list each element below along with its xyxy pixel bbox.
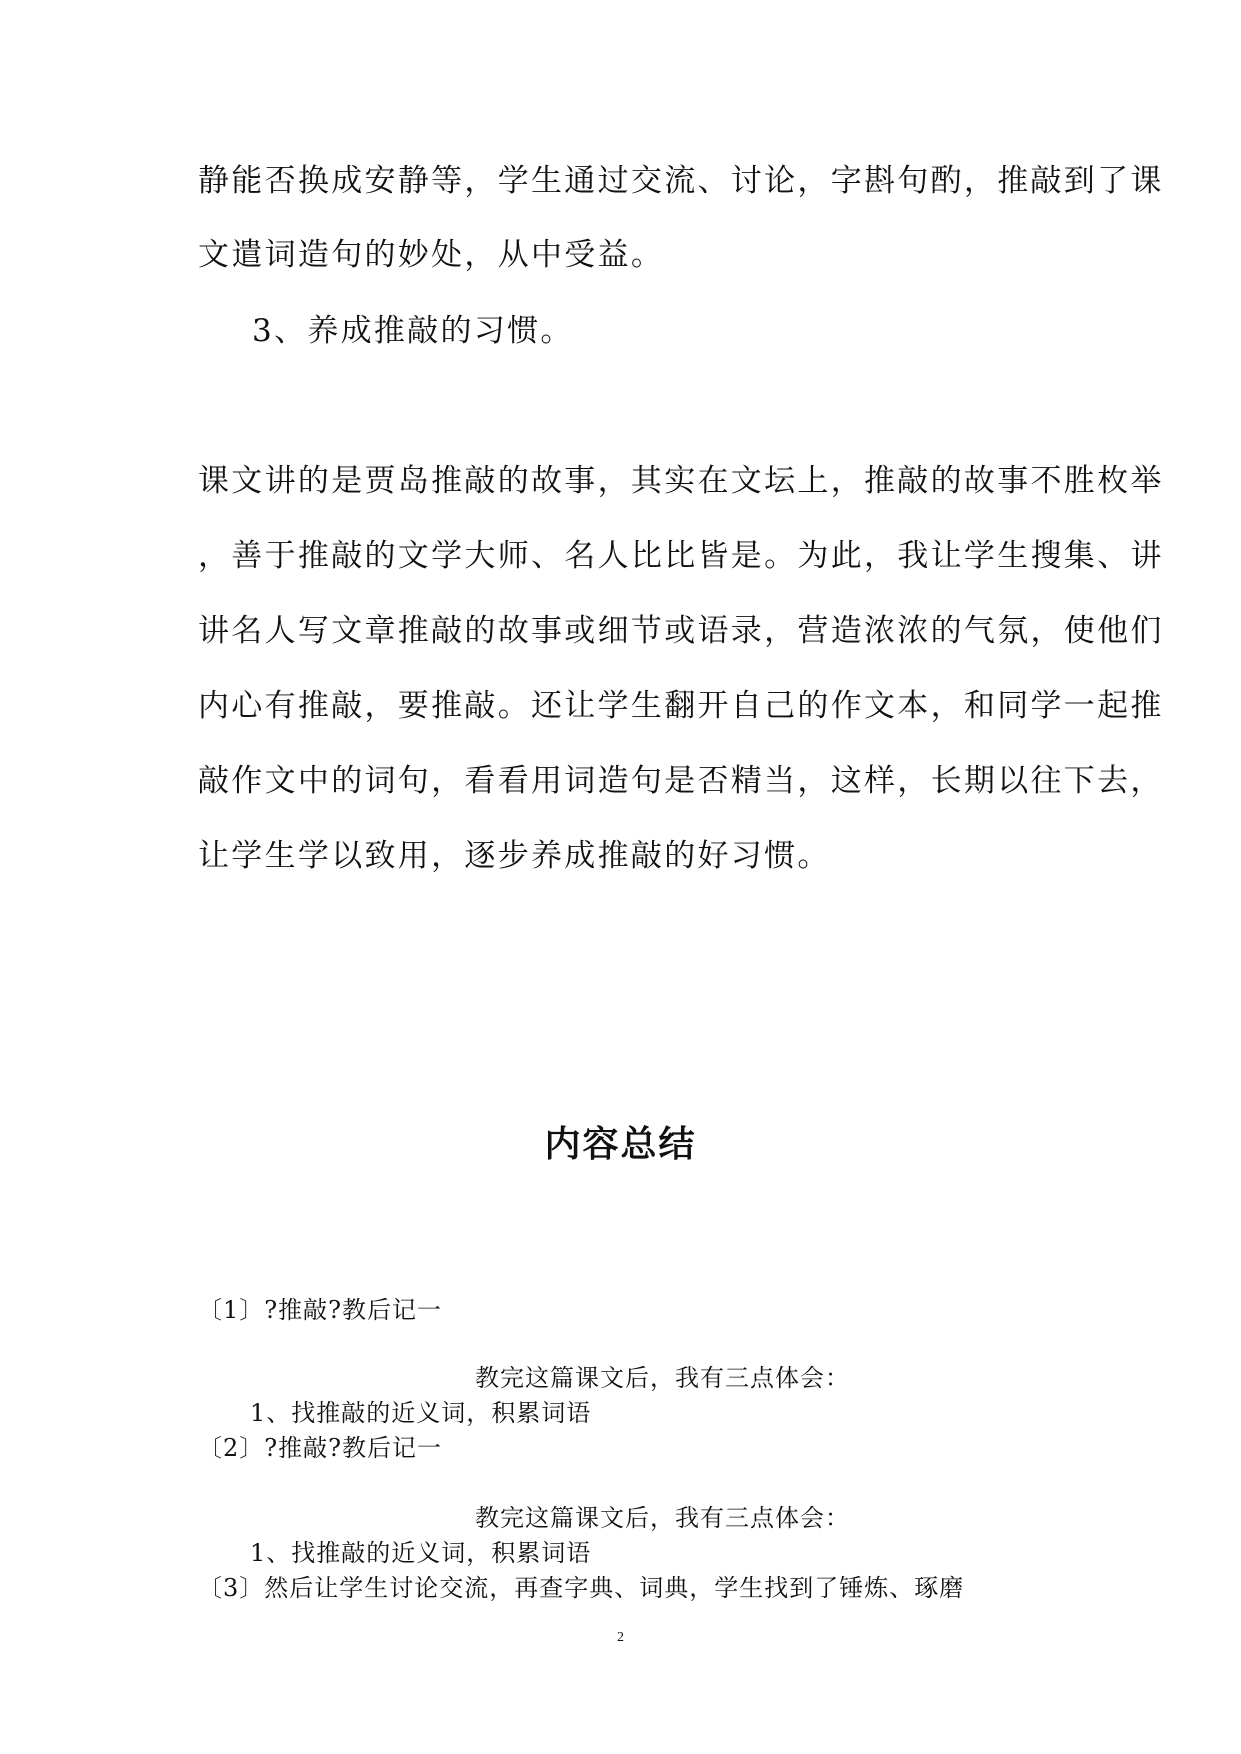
- list-item: 3、养成推敲的习惯。: [252, 313, 574, 349]
- paragraph-line: ，善于推敲的文学大师、名人比比皆是。为此，我让学生搜集、讲: [198, 538, 1164, 574]
- summary-entry: 〔1〕?推敲?教后记一: [198, 1296, 443, 1324]
- summary-entry: 〔3〕然后让学生讨论交流，再查字典、词典，学生找到了锤炼、琢磨: [198, 1574, 965, 1602]
- summary-entry: 〔2〕?推敲?教后记一: [198, 1434, 443, 1462]
- paragraph-line: 敲作文中的词句，看看用词造句是否精当，这样，长期以往下去，: [198, 763, 1164, 799]
- paragraph-line: 让学生学以致用，逐步养成推敲的好习惯。: [198, 838, 831, 874]
- paragraph-line: 静能否换成安静等，学生通过交流、讨论，字斟句酌，推敲到了课: [198, 163, 1164, 199]
- summary-entry: 教完这篇课文后，我有三点体会：: [475, 1364, 850, 1392]
- paragraph-line: 文遣词造句的妙处，从中受益。: [198, 237, 665, 273]
- summary-entry: 教完这篇课文后，我有三点体会：: [475, 1504, 850, 1532]
- paragraph-line: 内心有推敲，要推敲。还让学生翻开自己的作文本，和同学一起推: [198, 688, 1164, 724]
- paragraph-line: 课文讲的是贾岛推敲的故事，其实在文坛上，推敲的故事不胜枚举: [198, 463, 1164, 499]
- summary-entry: 1、找推敲的近义词，积累词语: [250, 1399, 592, 1427]
- summary-entry: 1、找推敲的近义词，积累词语: [250, 1539, 592, 1567]
- paragraph-line: 讲名人写文章推敲的故事或细节或语录，营造浓浓的气氛，使他们: [198, 613, 1164, 649]
- page-number: 2: [617, 1630, 624, 1645]
- section-heading: 内容总结: [544, 1124, 697, 1165]
